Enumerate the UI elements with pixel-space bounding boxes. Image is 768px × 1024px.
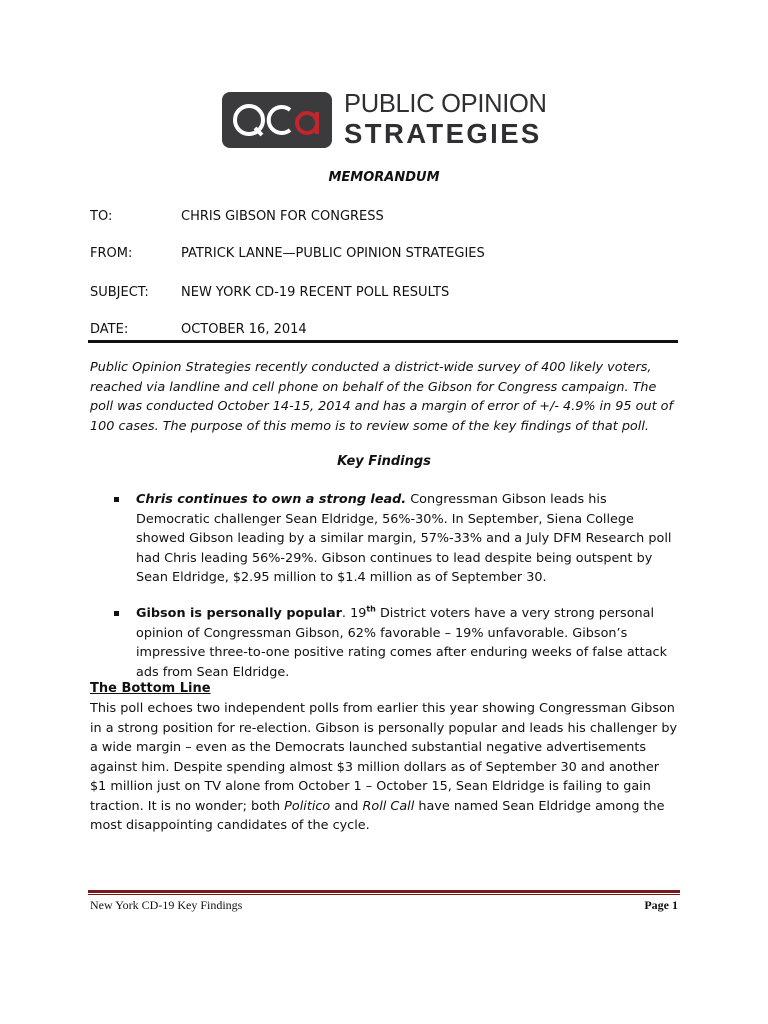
bottom-line-and: and — [330, 798, 363, 814]
finding-superscript: th — [366, 604, 376, 614]
date-label: DATE: — [90, 322, 129, 337]
from-value: PATRICK LANNE—PUBLIC OPINION STRATEGIES — [181, 246, 485, 261]
bottom-line-heading: The Bottom Line — [90, 681, 211, 696]
intro-paragraph: Public Opinion Strategies recently conducted a district-wide survey of 400 likely voters, reached via landline and cell phone on behalf of the Gibson for Congress campaign. The poll was conducted October 14-15, 2014 and has a margin of error of +/- 4.9% in 95 out of 100 cases. The purpose of this memo is to review some of the key findings of that poll. — [90, 360, 674, 434]
finding-text: Congressman Gibson leads his Democratic challenger Sean Eldridge, 56%-30%. In September, Siena College showed Gibson leading by a similar margin, 57%-33% and a July DFM Research poll had Chris leading 56%-29%. Gibson continues to lead despite being outspent by Sean Eldridge, $2.95 million to $1.4 million as of September 30. — [136, 492, 672, 585]
subject-value: NEW YORK CD-19 RECENT POLL RESULTS — [181, 285, 450, 300]
logo-text-line2: STRATEGIES — [344, 118, 542, 149]
header-divider — [88, 340, 678, 343]
logo-text-line1: PUBLIC OPINION — [344, 90, 547, 118]
to-row — [90, 209, 384, 224]
bottom-line-paragraph — [90, 699, 678, 836]
to-label: TO: — [90, 209, 113, 224]
from-label: FROM: — [90, 246, 133, 261]
publication-roll-call: Roll Call — [362, 798, 415, 814]
subject-label: SUBJECT: — [90, 285, 149, 300]
footer-divider-thick — [88, 890, 680, 893]
date-row — [90, 322, 307, 337]
bullet-icon — [114, 611, 119, 616]
publication-politico: Politico — [284, 798, 331, 814]
from-row — [90, 246, 485, 261]
company-logo — [222, 90, 552, 148]
finding-period: . — [341, 606, 351, 621]
finding-lead: Chris continues to own a strong lead. — [136, 492, 407, 507]
subject-row — [90, 285, 449, 300]
finding-lead: Gibson is personally popular — [136, 606, 342, 621]
finding-item — [136, 490, 681, 588]
qca-monogram-icon — [222, 92, 332, 148]
finding-item — [136, 604, 681, 682]
date-value: OCTOBER 16, 2014 — [181, 322, 307, 337]
page-number: Page 1 — [644, 898, 678, 912]
footer-title: New York CD-19 Key Findings — [90, 898, 243, 912]
memo-title: MEMORANDUM — [328, 170, 440, 185]
to-value: CHRIS GIBSON FOR CONGRESS — [181, 209, 384, 224]
finding-number: 19 — [350, 606, 367, 621]
bottom-line-text-b: have named Sean Eldridge among the most disappointing candidates of the cycle. — [90, 798, 665, 833]
finding-text: District voters have a very strong personal opinion of Congressman Gibson, 62% favorable – 19% unfavorable. Gibson’s impressive three-to-one positive rating comes after enduring weeks of false attack ads from Sean Eldridge. — [136, 606, 667, 680]
bullet-icon — [114, 497, 119, 502]
key-findings-heading: Key Findings — [337, 454, 431, 469]
footer-divider-thin — [88, 894, 680, 895]
logo-badge — [222, 92, 332, 148]
bottom-line-text-a: This poll echoes two independent polls from earlier this year showing Congressman Gibson in a strong position for re-election. Gibson is personally popular and leads his challenger by a wide margin – even as the Democrats launched substantial negative advertisements against him. Despite spending almost $3 million dollars as of September 30 and another $1 million just on TV alone from October 1 – October 15, Sean Eldridge is failing to gain traction. It is no wonder; both — [90, 701, 678, 814]
